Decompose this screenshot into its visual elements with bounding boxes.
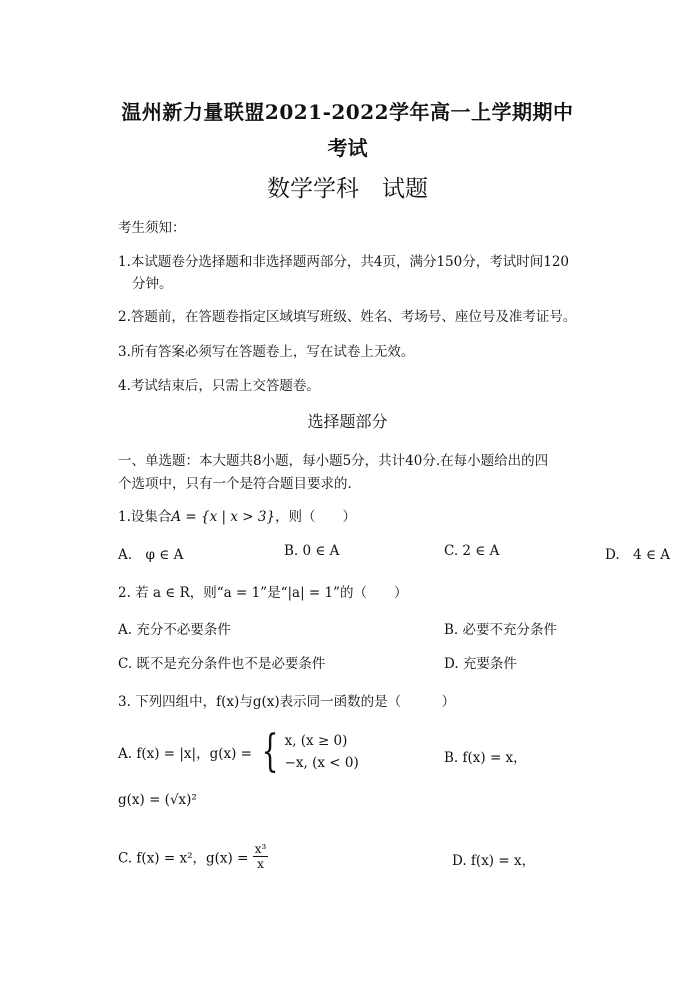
fraction <box>253 842 269 871</box>
q2-option-c: C. 既不是充分条件也不是必要条件 <box>118 656 326 672</box>
q3-option-a-prefix: A. f(x) = |x|，g(x) = <box>118 746 252 762</box>
notice-item-3: 3.所有答案必须写在答题卷上，写在试卷上无效。 <box>118 344 415 360</box>
fraction-numerator: x³ <box>254 842 267 856</box>
exam-title-line1: 温州新力量联盟2021-2022学年高一上学期期中 <box>121 100 574 124</box>
notice-heading: 考生须知： <box>118 220 186 236</box>
q2-option-a: A. 充分不必要条件 <box>118 622 231 638</box>
q1-option-c: C. 2 ∈ A <box>444 543 500 559</box>
q3-option-b: B. f(x) = x， <box>444 750 527 766</box>
left-brace-icon: { <box>261 726 279 777</box>
q3-option-a <box>118 726 359 777</box>
notice-item-1: 1.本试题卷分选择题和非选择题两部分，共4页，满分150分，考试时间120 <box>118 254 570 270</box>
q1-option-b: B. 0 ∈ A <box>284 543 340 559</box>
fraction-denominator: x <box>257 857 264 871</box>
q3-option-c-prefix: C. f(x) = x²，g(x) = <box>118 850 249 867</box>
q3-option-a-case1: x, (x ≥ 0) <box>284 733 348 749</box>
q3-option-b-cont: g(x) = (√x)² <box>118 792 197 808</box>
q1-option-a: A. φ ∈ A <box>118 547 184 563</box>
q1-stem-suffix: ，则（ ） <box>275 509 357 525</box>
piecewise-cases <box>285 730 359 774</box>
part1-instructions-line1: 一、单选题：本大题共8小题，每小题5分，共计40分.在每小题给出的四 <box>118 453 549 469</box>
q3-option-a-case2: −x, (x < 0) <box>284 755 359 771</box>
q1-stem <box>118 505 356 525</box>
q1-option-d: D. 4 ∈ A <box>605 547 671 563</box>
notice-item-4: 4.考试结束后，只需上交答题卷。 <box>118 378 320 394</box>
exam-title-line2: 考试 <box>327 136 368 160</box>
q1-stem-math: A = {x | x > 3} <box>171 509 276 525</box>
notice-item-2: 2.答题前，在答题卷指定区域填写班级、姓名、考场号、座位号及准考证号。 <box>118 309 577 325</box>
notice-item-1-cont: 分钟。 <box>132 276 173 292</box>
section-title: 选择题部分 <box>307 412 388 431</box>
q2-stem: 2. 若 a ∈ R，则“a = 1”是“|a| = 1”的（ ） <box>118 585 408 601</box>
subject-title: 数学学科 试题 <box>267 176 428 202</box>
q2-option-b: B. 必要不充分条件 <box>444 622 558 638</box>
q3-option-d: D. f(x) = x， <box>452 853 536 869</box>
q2-option-d: D. 充要条件 <box>444 656 517 672</box>
q1-stem-prefix: 1.设集合 <box>118 509 172 525</box>
part1-instructions-line2: 个选项中，只有一个是符合题目要求的. <box>118 476 352 492</box>
q3-stem: 3. 下列四组中，f(x)与g(x)表示同一函数的是（ ） <box>118 694 456 710</box>
q3-option-c <box>118 842 268 871</box>
